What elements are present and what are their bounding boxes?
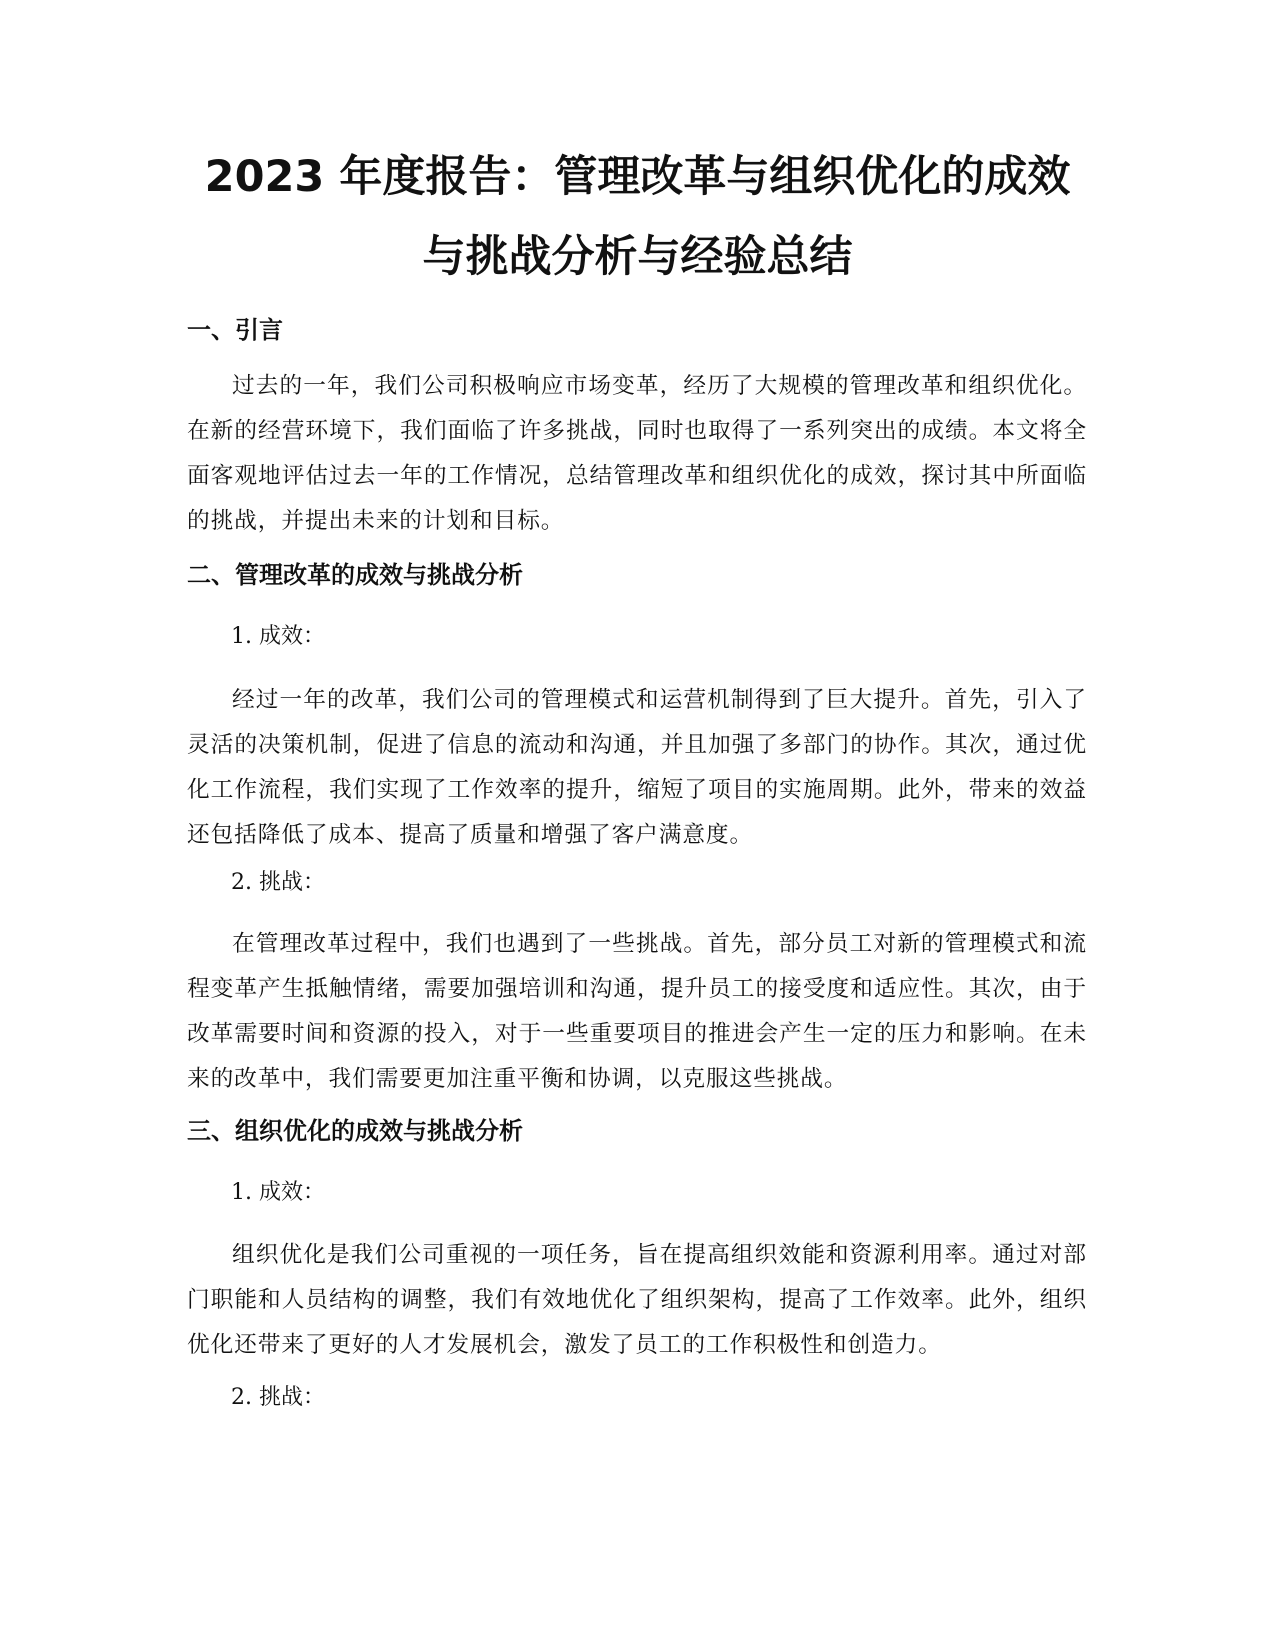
section-paragraph-introduction: 过去的一年，我们公司积极响应市场变革，经历了大规模的管理改革和组织优化。在新的经营环境下，我们面临了许多挑战，同时也取得了一系列突出的成绩。本文将全面客观地评估过去一年的工作情况，总结管理改革和组织优化的成效，探讨其中所面临的挑战，并提出未来的计划和目标。: [187, 373, 1087, 534]
list-label-challenges: 2. 挑战：: [231, 870, 325, 895]
paragraph-reform-challenges: 在管理改革过程中，我们也遇到了一些挑战。首先，部分员工对新的管理模式和流程变革产生抵触情绪，需要加强培训和沟通，提升员工的接受度和适应性。其次，由于改革需要时间和资源的投入，对于一些重要项目的推进会产生一定的压力和影响。在未来的改革中，我们需要更加注重平衡和协调，以克服这些挑战。: [187, 931, 1087, 1092]
list-label-achievements: 1. 成效：: [231, 1180, 325, 1205]
document-title-line-1: 2023 年度报告：管理改革与组织优化的成效: [204, 152, 1071, 202]
list-label-challenges: 2. 挑战：: [231, 1385, 325, 1410]
section-heading-management-reform: 二、管理改革的成效与挑战分析: [187, 561, 523, 589]
section-heading-organization-optimization: 三、组织优化的成效与挑战分析: [187, 1117, 523, 1145]
section-heading-introduction: 一、引言: [187, 316, 283, 344]
paragraph-optimization-achievements: 组织优化是我们公司重视的一项任务，旨在提高组织效能和资源利用率。通过对部门职能和人员结构的调整，我们有效地优化了组织架构，提高了工作效率。此外，组织优化还带来了更好的人才发展机会，激发了员工的工作积极性和创造力。: [187, 1242, 1087, 1358]
paragraph-reform-achievements: 经过一年的改革，我们公司的管理模式和运营机制得到了巨大提升。首先，引入了灵活的决策机制，促进了信息的流动和沟通，并且加强了多部门的协作。其次，通过优化工作流程，我们实现了工作效率的提升，缩短了项目的实施周期。此外，带来的效益还包括降低了成本、提高了质量和增强了客户满意度。: [187, 687, 1087, 848]
list-label-achievements: 1. 成效：: [231, 624, 325, 649]
document-title-line-2: 与挑战分析与经验总结: [422, 232, 853, 282]
